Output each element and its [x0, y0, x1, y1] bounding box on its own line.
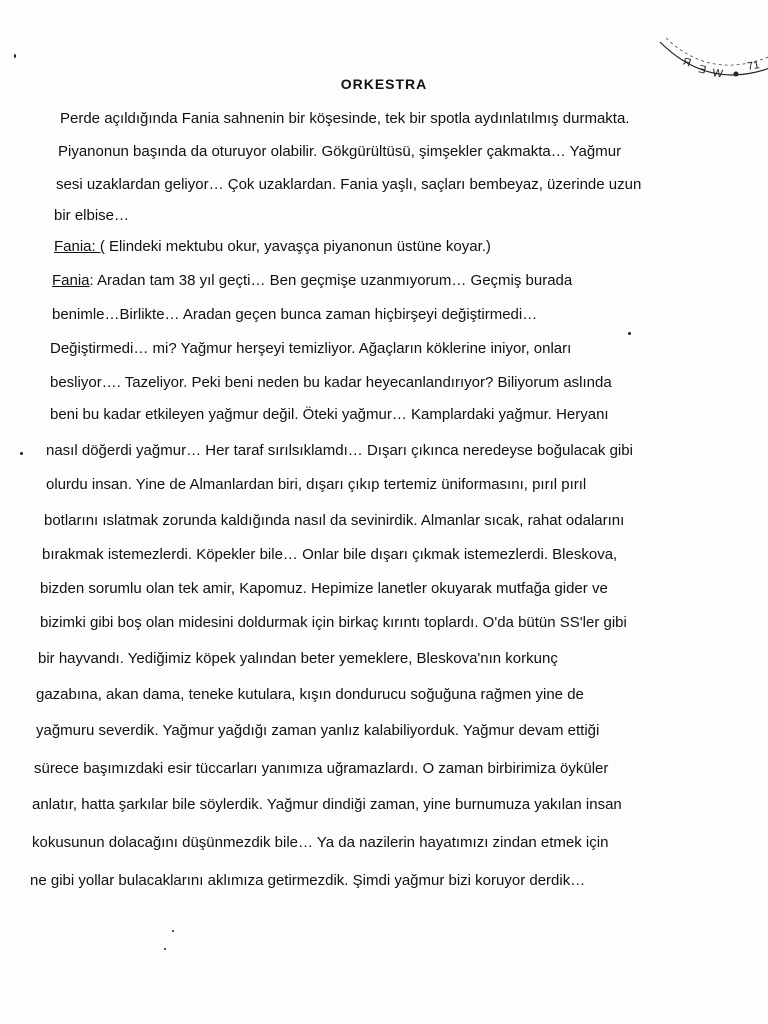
text-line — [58, 143, 621, 161]
text-line — [50, 374, 612, 392]
text-line — [50, 406, 609, 424]
text-line — [60, 110, 629, 128]
line-text: bizden sorumlu olan tek amir, Kapomuz. Hepimize lanetler okuyarak mutfağa gider ve — [40, 580, 608, 597]
line-text: benimle…Birlikte… Aradan geçen bunca zaman hiçbirşeyi değiştirmedi… — [52, 306, 538, 323]
line-text: anlatır, hatta şarkılar bile söylerdik. Yağmur dindiği zaman, yine burnumuza yakılan insan — [32, 796, 622, 813]
text-line — [54, 207, 129, 225]
text-line — [32, 796, 622, 814]
scan-speck — [628, 332, 631, 335]
line-text: Piyanonun başında da oturuyor olabilir. Gökgürültüsü, şimşekler çakmakta… Yağmur — [58, 143, 622, 160]
line-text: Perde açıldığında Fania sahnenin bir köşesinde, tek bir spotla aydınlatılmış durmakta. — [60, 110, 630, 127]
scan-speck — [164, 948, 166, 950]
text-line — [56, 176, 641, 194]
line-text: bir elbise… — [54, 207, 130, 224]
scan-speck — [172, 930, 174, 932]
line-text: yağmuru severdik. Yağmur yağdığı zaman yanlız kalabiliyorduk. Yağmur devam ettiği — [36, 722, 600, 739]
text-line — [36, 686, 584, 704]
text-line — [44, 512, 624, 530]
text-line — [52, 306, 537, 324]
line-text: Değiştirmedi… mi? Yağmur herşeyi temizliyor. Ağaçların köklerine iniyor, onları — [50, 340, 572, 357]
speaker-label: Fania — [52, 272, 90, 289]
line-text: bırakmak istemezlerdi. Köpekler bile… Onlar bile dışarı çıkmak istemezlerdi. Bleskova, — [42, 546, 618, 563]
text-line — [52, 272, 572, 290]
svg-text:Ǝ: Ǝ — [697, 63, 708, 77]
line-text: bizimki gibi boş olan midesini doldurmak için birkaç kırıntı toplardı. O'da bütün SS'ler gibi — [40, 614, 627, 631]
line-text: olurdu insan. Yine de Almanlardan biri, dışarı çıkıp tertemiz üniformasını, pırıl pırıl — [46, 476, 587, 493]
speaker-label: Fania: ( — [54, 238, 105, 255]
svg-text:W: W — [711, 67, 724, 81]
line-text: bir hayvandı. Yediğimiz köpek yalından beter yemeklere, Bleskova'nın korkunç — [38, 650, 558, 667]
svg-text:71: 71 — [746, 59, 761, 73]
text-line — [50, 340, 571, 358]
line-text: nasıl döğerdi yağmur… Her taraf sırılsıklamdı… Dışarı çıkınca neredeyse boğulacak gibi — [46, 442, 633, 459]
line-text: : Aradan tam 38 yıl geçti… Ben geçmişe uzanmıyorum… Geçmiş burada — [89, 272, 573, 289]
stamp-seal — [652, 34, 768, 104]
line-text: sesi uzaklardan geliyor… Çok uzaklardan. Fania yaşlı, saçları bembeyaz, üzerinde uzun — [56, 176, 642, 193]
line-text: beni bu kadar etkileyen yağmur değil. Öteki yağmur… Kamplardaki yağmur. Heryanı — [50, 406, 609, 423]
line-text: ne gibi yollar bulacaklarını aklımıza getirmezdik. Şimdi yağmur bizi koruyor derdik… — [30, 872, 586, 889]
svg-text:Я: Я — [680, 55, 693, 70]
document-title: ORKESTRA — [340, 76, 428, 92]
text-line — [36, 722, 599, 740]
scan-speck — [20, 452, 23, 455]
line-text: Elindeki mektubu okur, yavaşça piyanonun üstüne koyar.) — [104, 238, 491, 255]
text-line — [38, 650, 558, 668]
text-line — [30, 872, 585, 890]
text-line — [34, 760, 608, 778]
line-text: gazabına, akan dama, teneke kutulara, kışın dondurucu soğuğuna rağmen yine de — [36, 686, 584, 703]
text-line — [32, 834, 608, 852]
line-text: sürece başımızdaki esir tüccarları yanımıza uğramazlardı. O zaman birbirimiza öyküler — [34, 760, 609, 777]
line-text: kokusunun dolacağını düşünmezdik bile… Ya da nazilerin hayatımızı zindan etmek için — [32, 834, 609, 851]
text-line — [42, 546, 617, 564]
text-line — [40, 580, 608, 598]
line-text: botlarını ıslatmak zorunda kaldığında nasıl da sevinirdik. Almanlar sıcak, rahat odalarını — [44, 512, 625, 529]
scan-speck — [14, 54, 16, 58]
line-text: besliyor…. Tazeliyor. Peki beni neden bu kadar heyecanlandırıyor? Biliyorum aslında — [50, 374, 612, 391]
text-line — [40, 614, 627, 632]
text-line — [46, 442, 633, 460]
text-line — [54, 238, 491, 256]
text-line — [46, 476, 586, 494]
